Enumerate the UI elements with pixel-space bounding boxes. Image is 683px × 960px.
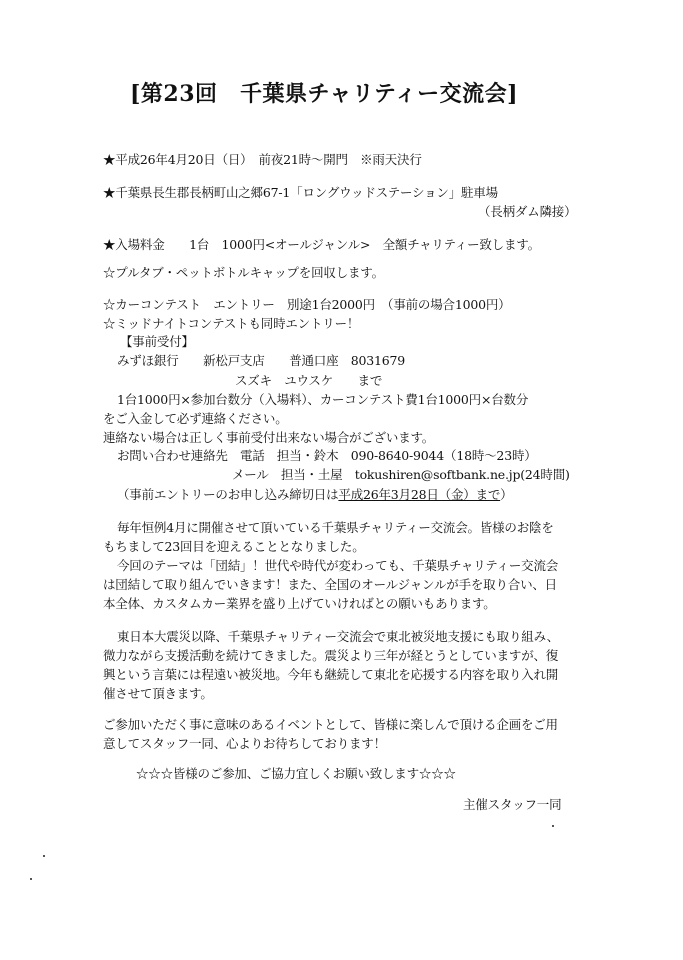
para3-line2: 微力ながら支援活動を続けてきました。震災より三年が経とうとしていますが、復 [103, 648, 559, 663]
para3-line1: 東日本大震災以降、千葉県チャリティー交流会で東北被災地支援にも取り組み、 [117, 629, 559, 644]
para2-line3: 本全体、カスタムカー業界を盛り上げていければとの願いもあります。 [103, 596, 496, 611]
payment-line-2: をご入金して必ず連絡ください。 [103, 411, 288, 426]
para2-line2: は団結して取り組んでいきます！また、全国のオールジャンルが手を取り合い、日 [103, 577, 557, 592]
event-date: ★平成26年4月20日（日） 前夜21時～開門 ※雨天決行 [103, 152, 422, 167]
para4-line2: 意してスタッフ一同、心よりお待ちしております！ [103, 736, 386, 751]
contact-mail: メール 担当・土屋 tokushiren@softbank.ne.jp(24時間) [232, 467, 570, 482]
para4-line1: ご参加いただく事に意味のあるイベントとして、皆様に楽しんで頂ける企画をご用 [103, 717, 558, 732]
scan-speck [43, 855, 45, 857]
contact-phone: お問い合わせ連絡先 電話 担当・鈴木 090-8640-9044（18時～23時） [117, 448, 537, 463]
para3-line4: 催させて頂きます。 [103, 686, 213, 701]
payment-line-1: 1台1000円×参加台数分（入場料）、カーコンテスト費1台1000円×台数分 [117, 392, 529, 407]
car-contest: ☆カーコンテスト エントリー 別途1台2000円 （事前の場合1000円） [103, 297, 511, 312]
recycle-note: ☆プルタブ・ペットボトルキャップを回収します。 [103, 265, 384, 280]
deadline-suffix: ） [500, 487, 513, 502]
bank-line: みずほ銀行 新松戸支店 普通口座 8031679 [117, 353, 405, 368]
midnight-contest: ☆ミッドナイトコンテストも同時エントリー！ [103, 316, 360, 331]
signature: 主催スタッフ一同 [463, 797, 562, 812]
event-title: [第23回 千葉県チャリティー交流会] [130, 81, 519, 107]
deadline-date: 平成26年3月28日（金）まで [338, 487, 501, 502]
para3-line3: 興という言葉には程遠い被災地。今年も継続して東北を応援する内容を取り入れ開 [103, 667, 559, 682]
no-contact-note: 連絡ない場合は正しく事前受付出来ない場合がございます。 [103, 430, 435, 445]
closing-line: ☆☆☆皆様のご参加、ご協力宜しくお願い致します☆☆☆ [136, 766, 456, 781]
advance-label: 【事前受付】 [120, 334, 194, 349]
para1-line2: もちまして23回目を迎えることとなりました。 [103, 539, 365, 554]
para2-line1: 今回のテーマは「団結」！世代や時代が変わっても、千葉県チャリティー交流会 [117, 558, 559, 573]
entry-fee: ★入場料金 1台 1000円<オールジャンル> 全額チャリティー致します。 [103, 237, 540, 252]
event-venue: ★千葉県長生郡長柄町山之郷67-1「ロングウッドステーション」駐車場 [103, 185, 498, 200]
para1-line1: 毎年恒例4月に開催させて頂いている千葉県チャリティー交流会。皆様のお陰を [117, 520, 554, 535]
account-name: スズキ ユウスケ まで [235, 373, 383, 388]
scan-speck [30, 878, 32, 880]
deadline-prefix: （事前エントリーのお申し込み締切日は [117, 487, 339, 502]
venue-note: （長柄ダム隣接） [478, 204, 577, 219]
deadline-line [117, 487, 512, 503]
scan-speck [552, 825, 554, 827]
